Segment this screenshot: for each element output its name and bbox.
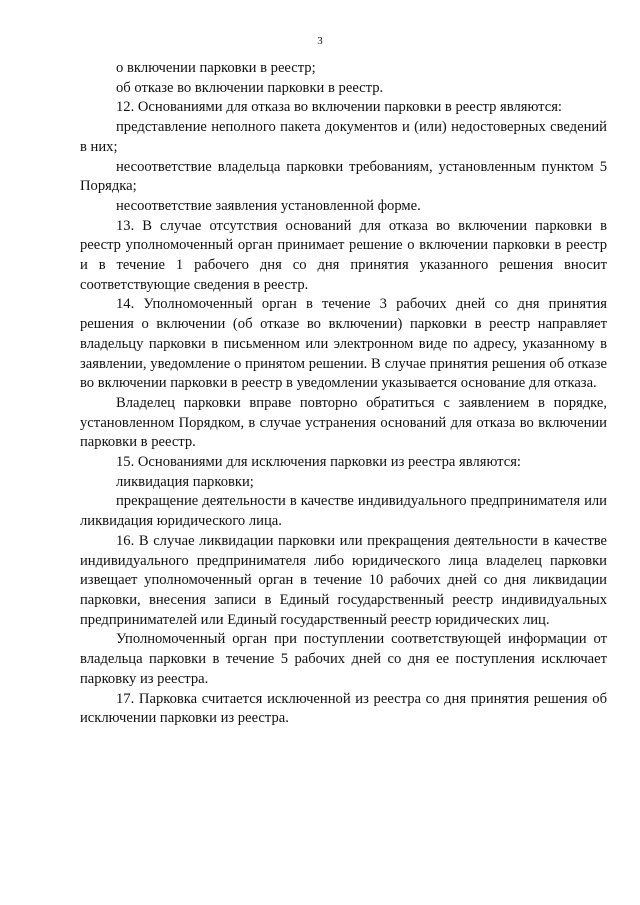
document-body (80, 59, 607, 729)
paragraph: представление неполного пакета документов и (или) недостоверных сведений в них; (80, 119, 607, 155)
paragraph: 13. В случае отсутствия оснований для отказа во включении парковки в реестр уполномоченный орган принимает решение о включении парковки в реестр и в течение 1 рабочего дня со дня принятия указанного решения вносит соответствующие сведения в реестр. (80, 217, 607, 293)
paragraph: о включении парковки в реестр; (116, 60, 316, 76)
paragraph: прекращение деятельности в качестве индивидуального предпринимателя или ликвидация юридического лица. (80, 493, 607, 530)
paragraph: 14. Уполномоченный орган в течение 3 рабочих дней со дня принятия решения о включении (об отказе во включении) парковки в реестр направляет владельцу парковки в письменном или электронном виде по адресу, указанному в заявлении, уведомление о принятом решении. В случае принятия решения об отказе во включении парковки в реестр в уведомлении указывается основание для отказа. (80, 296, 607, 392)
paragraph: Уполномоченный орган при поступлении соответствующей информации от владельца парковки в течение 5 рабочих дней со дня ее поступления исключает парковку из реестра. (80, 631, 607, 687)
paragraph: несоответствие заявления установленной форме. (116, 197, 421, 214)
paragraph: несоответствие владельца парковки требованиям, установленным пунктом 5 Порядка; (80, 158, 607, 195)
paragraph: 16. В случае ликвидации парковки или прекращения деятельности в качестве индивидуального предпринимателя либо юридического лица владелец парковки извещает уполномоченный орган в течение 10 рабочих дней со дня ликвидации парковки, внесения записи в Единый государственный реестр индивидуальных предпринимателей или Единый государственный реестр юридических лиц. (80, 532, 607, 628)
paragraph: 15. Основаниями для исключения парковки из реестра являются: (116, 454, 521, 471)
paragraph: 17. Парковка считается исключенной из реестра со дня принятия решения об исключении парковки из реестра. (80, 690, 607, 727)
paragraph: об отказе во включении парковки в реестр. (116, 79, 384, 96)
paragraph: Владелец парковки вправе повторно обратиться с заявлением в порядке, установленном Порядком, в случае устранения оснований для отказа во включении парковки в реестр. (80, 394, 607, 451)
paragraph: 12. Основаниями для отказа во включении парковки в реестр являются: (116, 99, 562, 116)
page-number: 3 (317, 35, 323, 47)
paragraph: ликвидация парковки; (116, 473, 254, 490)
